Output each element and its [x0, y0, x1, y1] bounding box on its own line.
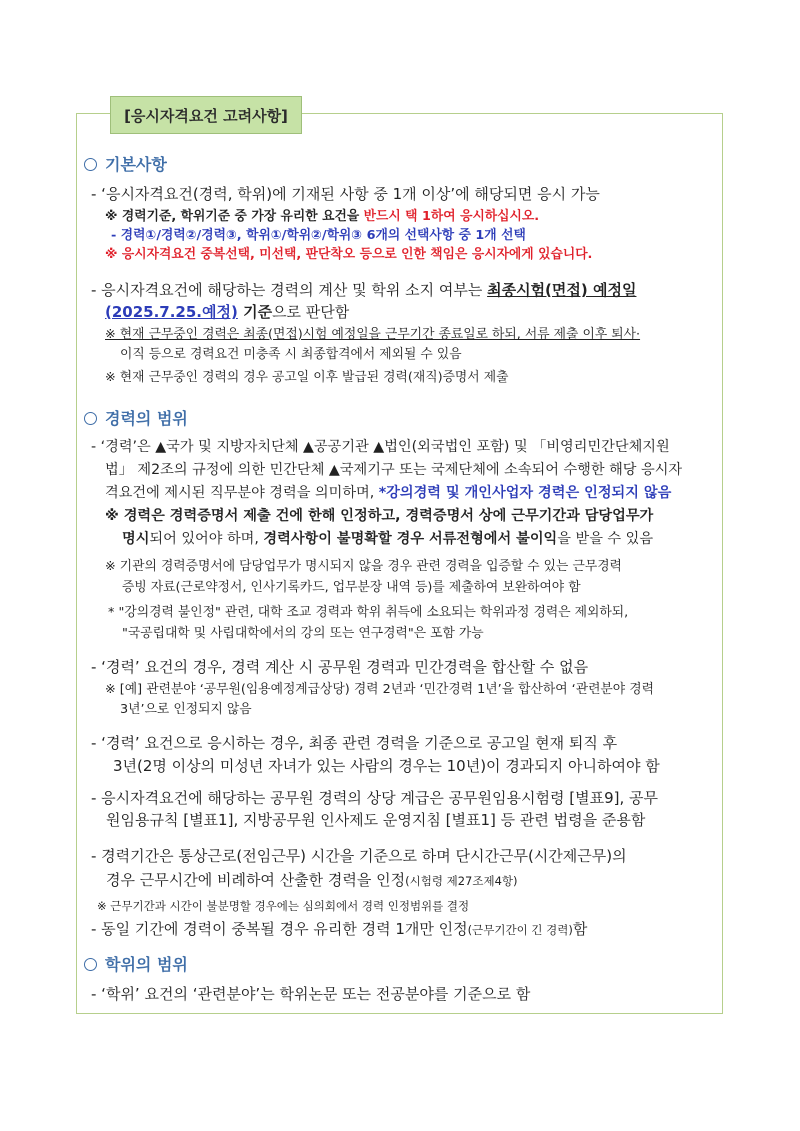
career-line-1: - ‘경력’은 ▲국가 및 지방자치단체 ▲공공기관 ▲법인(외국법인 포함) 및 「비영리민간단체지원 [91, 439, 670, 455]
career-line-2: 법」 제2조의 규정에 의한 민간단체 ▲국제기구 또는 국제단체에 소속되어 수행한 해당 응시자 [105, 462, 683, 478]
basic-line-2: ※ 경력기준, 학위기준 중 가장 유리한 요건을 반드시 택 1하여 응시하십시오. [105, 209, 540, 224]
career-line-17: - 경력기간은 통상근로(전임근무) 시간을 기준으로 하며 단시간근무(시간제근무)의 [91, 847, 627, 865]
career-line-4: ※ 경력은 경력증명서 제출 건에 한해 인정하고, 경력증명서 상에 근무기간과 담당업무가 [105, 508, 654, 524]
box-title: [응시자격요건 고려사항] [110, 96, 302, 134]
career-line-7: 증빙 자료(근로약정서, 인사기록카드, 업무분장 내역 등)를 제출하여 보완하여야 함 [122, 580, 581, 595]
career-line-10: - ‘경력’ 요건의 경우, 경력 계산 시 공무원 경력과 민간경력을 합산할 수 없음 [91, 658, 589, 676]
section-career-heading [84, 406, 188, 429]
section-career-title: 경력의 범위 [105, 409, 188, 428]
career-line-13: - ‘경력’ 요건으로 응시하는 경우, 최종 관련 경력을 기준으로 공고일 현재 퇴직 후 [91, 734, 618, 752]
career-line-19: ※ 근무기간과 시간이 불분명할 경우에는 심의회에서 경력 인정범위를 결정 [97, 899, 470, 913]
section-basic-heading [84, 152, 167, 175]
section-basic-title: 기본사항 [105, 155, 167, 174]
career-line-9: "국공립대학 및 사립대학에서의 강의 또는 연구경력"은 포함 가능 [122, 626, 484, 641]
career-line-3: 격요건에 제시된 직무분야 경력을 의미하며, *강의경력 및 개인사업자 경력은 인정되지 않음 [105, 485, 672, 501]
section-degree-title: 학위의 범위 [105, 955, 188, 974]
basic-line-8: 이직 등으로 경력요건 미충족 시 최종합격에서 제외될 수 있음 [120, 347, 462, 362]
basic-line-9: ※ 현재 근무중인 경력의 경우 공고일 이후 발급된 경력(재직)증명서 제출 [105, 370, 509, 385]
career-line-14: 3년(2명 이상의 미성년 자녀가 있는 사람의 경우는 10년)이 경과되지 아니하여야 함 [113, 757, 660, 775]
career-line-15: - 응시자격요건에 해당하는 공무원 경력의 상당 계급은 공무원임용시험령 [별표9], 공무 [91, 789, 659, 807]
basic-line-3: - 경력①/경력②/경력③, 학위①/학위②/학위③ 6개의 선택사항 중 1개 선택 [111, 228, 526, 243]
career-line-6: ※ 기관의 경력증명서에 담당업무가 명시되지 않을 경우 관련 경력을 입증할 수 있는 근무경력 [105, 559, 622, 574]
career-line-11: ※ [예] 관련분야 ‘공무원(임용예정계급상당) 경력 2년과 ‘민간경력 1년’을 합산하여 ‘관련분야 경력 [105, 682, 654, 697]
career-line-12: 3년’으로 인정되지 않음 [120, 702, 252, 717]
career-line-5: 명시되어 있어야 하며, 경력사항이 불명확할 경우 서류전형에서 불이익을 받을 수 있음 [122, 531, 654, 547]
basic-line-7: ※ 현재 근무중인 경력은 최종(면접)시험 예정일을 근무기간 종료일로 하되, 서류 제출 이후 퇴사· [105, 327, 641, 342]
basic-line-4: ※ 응시자격요건 중복선택, 미선택, 판단착오 등으로 인한 책임은 응시자에게 있습니다. [105, 247, 593, 262]
basic-line-6: (2025.7.25.예정) 기준으로 판단함 [105, 303, 350, 321]
career-line-18: 경우 근무시간에 비례하여 산출한 경력을 인정(시험령 제27조제4항) [106, 871, 518, 889]
circle-bullet-icon [84, 412, 97, 425]
basic-line-5: - 응시자격요건에 해당하는 경력의 계산 및 학위 소지 여부는 최종시험(면접) 예정일 [91, 281, 637, 299]
circle-bullet-icon [84, 158, 97, 171]
circle-bullet-icon [84, 958, 97, 971]
career-line-20: - 동일 기간에 경력이 중복될 경우 유리한 경력 1개만 인정(근무기간이 긴 경력)함 [91, 920, 588, 938]
section-degree-heading [84, 952, 188, 975]
degree-line-1: - ‘학위’ 요건의 ‘관련분야’는 학위논문 또는 전공분야를 기준으로 함 [91, 985, 531, 1003]
career-line-8: * "강의경력 불인정" 관련, 대학 조교 경력과 학위 취득에 소요되는 학위과정 경력은 제외하되, [108, 605, 629, 620]
basic-line-1: - ‘응시자격요건(경력, 학위)에 기재된 사항 중 1개 이상’에 해당되면 응시 가능 [91, 185, 600, 203]
career-line-16: 원임용규칙 [별표1], 지방공무원 인사제도 운영지침 [별표1] 등 관련 법령을 준용함 [106, 811, 646, 829]
